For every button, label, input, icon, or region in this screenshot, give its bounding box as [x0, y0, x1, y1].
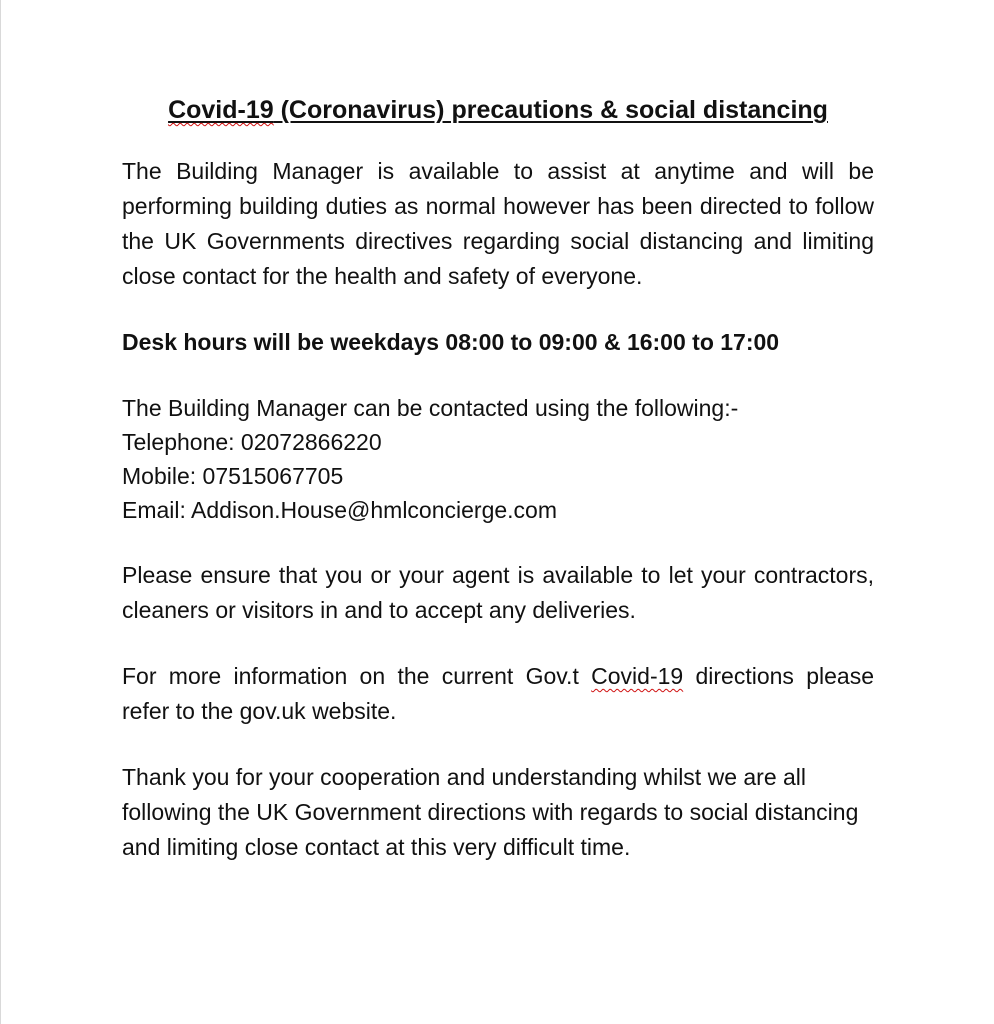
title-rest: (Coronavirus) precautions & social distancing — [273, 96, 828, 124]
thanks-paragraph: Thank you for your cooperation and understanding whilst we are all following the UK Government directions with regards to social distancing and limiting close contact at this very difficult time. — [122, 764, 859, 860]
intro-paragraph: The Building Manager is available to assist at anytime and will be performing building duties as normal however has been directed to follow the UK Governments directives regarding social distancing and limiting close contact for the health and safety of everyone. — [122, 158, 874, 289]
more-info-end: directions please refer to the gov.uk website. — [122, 663, 874, 724]
more-info-paragraph — [122, 659, 874, 729]
page-edge — [0, 0, 1, 1024]
telephone-line: Telephone: 02072866220 — [122, 429, 382, 455]
contact-block — [122, 391, 874, 527]
document-title — [122, 92, 874, 128]
document-body — [122, 92, 874, 896]
more-info-start: For more information on the current Gov.t — [122, 663, 592, 689]
desk-hours: Desk hours will be weekdays 08:00 to 09:00 & 16:00 to 17:00 — [122, 329, 780, 355]
more-info-spellcheck-word: Covid-19 — [591, 663, 684, 689]
email-line: Email: Addison.House@hmlconcierge.com — [122, 497, 557, 523]
contact-intro: The Building Manager can be contacted using the following:- — [122, 395, 739, 421]
mobile-line: Mobile: 07515067705 — [122, 463, 344, 489]
title-spellcheck-word: Covid-19 — [168, 96, 274, 124]
access-paragraph: Please ensure that you or your agent is available to let your contractors, cleaners or visitors in and to accept any deliveries. — [122, 562, 874, 623]
